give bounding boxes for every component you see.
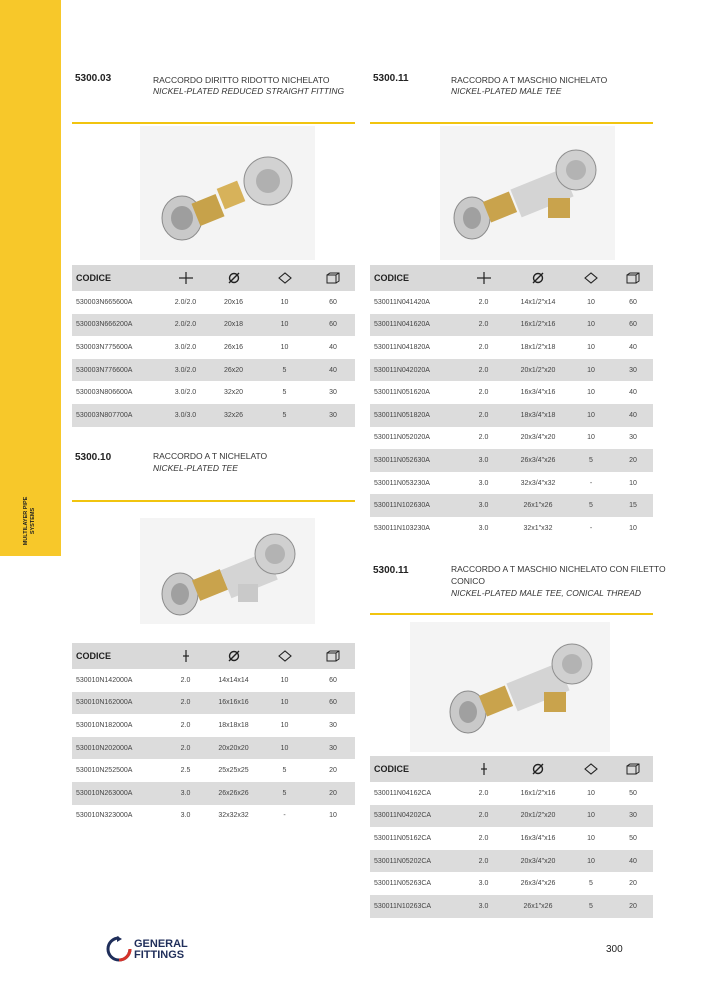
table-row: [370, 404, 653, 427]
table-row: [72, 782, 355, 805]
cell-package: -: [589, 524, 593, 532]
spec-table-5300-11-conical: [370, 756, 653, 918]
table-row: [370, 449, 653, 472]
table-row: [370, 381, 653, 404]
cell-package: 5: [569, 494, 613, 517]
section-title-en: NICKEL-PLATED REDUCED STRAIGHT FITTING: [153, 86, 345, 96]
cell-box: 40: [311, 359, 355, 382]
cell-size: 20x1/2"x20: [507, 805, 569, 828]
cell-box: 40: [629, 343, 637, 351]
cell-box: 30: [329, 721, 337, 729]
table-row: [72, 714, 355, 737]
cell-thickness: 2.0: [180, 721, 191, 729]
table-row: [370, 427, 653, 450]
header-codice: CODICE: [72, 265, 162, 291]
cell-code: 530003N776600A: [72, 359, 162, 382]
table-row: [72, 759, 355, 782]
cell-code: 530011N041620A: [370, 314, 460, 337]
cell-box: 60: [629, 298, 637, 306]
cell-package: 10: [258, 737, 311, 760]
cell-box: 40: [629, 389, 637, 397]
cell-box: 10: [629, 479, 637, 487]
cell-thickness: 2.0: [460, 404, 507, 427]
cell-thickness: 2.0: [478, 834, 489, 842]
cell-size: 20x20x20: [209, 737, 258, 760]
table-row: [370, 494, 653, 517]
package-icon: [258, 643, 311, 669]
cell-size: 16x1/2"x16: [520, 789, 556, 797]
cell-box: 40: [613, 404, 653, 427]
cell-code: 530010N202000A: [72, 737, 162, 760]
cell-code: 530011N05202CA: [370, 850, 460, 873]
cell-box: 10: [629, 524, 637, 532]
package-icon: [258, 265, 311, 291]
table-row: [370, 850, 653, 873]
cell-thickness: 2.0/2.0: [174, 298, 197, 306]
sidebar-label: MULTILAYER PIPE SYSTEMS: [23, 496, 36, 546]
cell-package: 10: [569, 850, 613, 873]
cell-code: 530011N051620A: [374, 389, 430, 397]
cell-thickness: 3.0: [460, 449, 507, 472]
cell-code: 530011N041420A: [374, 298, 430, 306]
cell-size: 25x25x25: [218, 767, 249, 775]
section-code: 5300.11: [373, 73, 409, 84]
cell-package: 10: [280, 676, 289, 684]
spec-table-5300-11: [370, 265, 653, 540]
cell-code: 530011N051820A: [370, 404, 460, 427]
header-codice: CODICE: [370, 756, 460, 782]
cell-package: -: [283, 812, 286, 820]
cell-size: 26x1"x26: [507, 895, 569, 918]
cell-box: 30: [329, 389, 337, 397]
cell-box: 20: [329, 767, 337, 775]
cell-box: 50: [629, 834, 637, 842]
cell-thickness: 3.0: [478, 479, 489, 487]
product-photo-male-tee: [440, 126, 615, 260]
cell-code: 530011N05263CA: [374, 880, 432, 888]
diameter-icon: [507, 756, 569, 782]
cell-package: 5: [258, 782, 311, 805]
cell-size: 26x1"x26: [507, 494, 569, 517]
section-title-it-line1: RACCORDO A T MASCHIO NICHELATO CON FILETTO: [451, 564, 666, 574]
cell-package: 5: [282, 389, 287, 397]
cell-thickness: 2.0: [460, 359, 507, 382]
spec-table-5300-03: [72, 265, 355, 427]
cell-package: 5: [258, 404, 311, 427]
section-rule: [370, 613, 653, 615]
cell-code: 530011N041820A: [374, 343, 430, 351]
cell-size: 32x26: [209, 404, 258, 427]
cell-size: 14x1/2"x14: [520, 298, 556, 306]
cell-package: 5: [569, 895, 613, 918]
cell-size: 20x18: [209, 314, 258, 337]
table-row: [370, 517, 653, 540]
cell-size: 18x1/2"x18: [520, 343, 556, 351]
table-row: [370, 314, 653, 337]
section-title-en: NICKEL-PLATED MALE TEE, CONICAL THREAD: [451, 588, 642, 598]
table-row: [72, 737, 355, 760]
cell-package: 10: [258, 692, 311, 715]
cell-box: 60: [311, 692, 355, 715]
cell-size: 20x1/2"x20: [507, 359, 569, 382]
cell-size: 16x16x16: [209, 692, 258, 715]
cell-thickness: 2.5: [180, 767, 191, 775]
page-number: 300: [606, 944, 623, 955]
cell-package: 10: [587, 343, 595, 351]
cell-box: 30: [311, 737, 355, 760]
cell-code: 530011N04162CA: [374, 789, 432, 797]
section-title-en: NICKEL-PLATED MALE TEE: [451, 86, 562, 96]
cell-package: 10: [569, 359, 613, 382]
table-row: [72, 381, 355, 404]
cell-package: 5: [258, 359, 311, 382]
cell-thickness: 3.0: [460, 494, 507, 517]
diameter-icon: [507, 265, 569, 291]
cell-size: 18x18x18: [218, 721, 249, 729]
header-codice: CODICE: [370, 265, 460, 291]
cell-box: 30: [311, 404, 355, 427]
cell-code: 530011N04202CA: [370, 805, 460, 828]
table-row: [370, 291, 653, 314]
section-title-en: NICKEL-PLATED TEE: [153, 463, 238, 473]
cell-size: 26x3/4"x26: [507, 449, 569, 472]
diameter-icon: [209, 265, 258, 291]
thickness-icon: [162, 265, 209, 291]
section-code: 5300.10: [75, 452, 112, 463]
cell-thickness: 2.0: [478, 298, 489, 306]
cell-box: 30: [629, 434, 637, 442]
cell-thickness: 3.0/2.0: [174, 389, 197, 397]
cell-size: 26x20: [209, 359, 258, 382]
cell-code: 530010N182000A: [76, 721, 133, 729]
table-row: [72, 291, 355, 314]
box-icon: [613, 756, 653, 782]
cell-box: 30: [613, 805, 653, 828]
cell-thickness: 2.0: [180, 676, 191, 684]
cell-box: 15: [613, 494, 653, 517]
cell-thickness: 3.0: [180, 812, 191, 820]
cell-code: 530010N142000A: [76, 676, 133, 684]
cell-size: 26x16: [223, 343, 244, 351]
cell-thickness: 2.0: [460, 805, 507, 828]
cell-thickness: 2.0: [478, 343, 489, 351]
table-row: [72, 404, 355, 427]
general-fittings-logo: GENERAL FITTINGS: [106, 936, 206, 966]
cell-package: 10: [569, 404, 613, 427]
cell-box: 20: [311, 782, 355, 805]
cell-box: 30: [613, 359, 653, 382]
cell-package: 10: [587, 389, 595, 397]
thickness-icon: [460, 265, 507, 291]
product-photo-tee: [140, 518, 315, 624]
sidebar-band: [0, 0, 61, 556]
box-icon: [311, 265, 355, 291]
cell-code: 530003N666200A: [72, 314, 162, 337]
section-code: 5300.11: [373, 565, 409, 576]
cell-package: 10: [569, 314, 613, 337]
cell-size: 32x3/4"x32: [520, 479, 556, 487]
cell-size: 16x3/4"x16: [520, 389, 556, 397]
cell-code: 530011N10263CA: [370, 895, 460, 918]
cell-package: 10: [280, 721, 289, 729]
package-icon: [569, 756, 613, 782]
cell-thickness: 3.0/2.0: [162, 359, 209, 382]
section-title-it: RACCORDO A T NICHELATO: [153, 451, 268, 461]
logo-mark-icon: [106, 936, 132, 962]
table-row: [72, 359, 355, 382]
cell-thickness: 2.0: [162, 737, 209, 760]
cell-size: 14x14x14: [218, 676, 249, 684]
cell-package: 10: [587, 298, 595, 306]
cell-package: -: [589, 479, 593, 487]
cell-size: 16x1/2"x16: [507, 314, 569, 337]
cell-code: 530003N665600A: [76, 298, 133, 306]
cell-size: 20x16: [223, 298, 244, 306]
cell-box: 20: [629, 880, 637, 888]
cell-code: 530011N102630A: [370, 494, 460, 517]
section-rule: [72, 122, 355, 124]
table-row: [370, 895, 653, 918]
cell-thickness: 3.0: [162, 782, 209, 805]
section-title-it: RACCORDO DIRITTO RIDOTTO NICHELATO: [153, 75, 330, 85]
cell-size: 32x32x32: [218, 812, 249, 820]
spec-table-5300-10: [72, 643, 355, 827]
cell-package: 10: [587, 834, 595, 842]
cell-box: 20: [613, 895, 653, 918]
cell-code: 530011N052630A: [370, 449, 460, 472]
section-rule: [72, 500, 355, 502]
cell-package: 10: [280, 343, 289, 351]
cell-thickness: 2.0: [478, 434, 489, 442]
cell-thickness: 2.0: [478, 789, 489, 797]
cell-code: 530003N807700A: [72, 404, 162, 427]
cell-code: 530010N252500A: [76, 767, 133, 775]
box-icon: [613, 265, 653, 291]
cell-size: 20x3/4"x20: [507, 850, 569, 873]
cell-thickness: 3.0/3.0: [162, 404, 209, 427]
cell-thickness: 2.0/2.0: [162, 314, 209, 337]
cell-box: 60: [613, 314, 653, 337]
table-row: [72, 692, 355, 715]
cell-package: 10: [587, 789, 595, 797]
cell-thickness: 2.0: [478, 389, 489, 397]
cell-package: 5: [589, 880, 593, 888]
cell-thickness: 3.0: [478, 880, 489, 888]
cell-box: 60: [329, 298, 337, 306]
cell-size: 32x20: [223, 389, 244, 397]
table-row: [370, 336, 653, 359]
table-row: [72, 336, 355, 359]
cell-thickness: 3.0: [478, 524, 489, 532]
cell-code: 530011N05162CA: [374, 834, 432, 842]
section-rule: [370, 122, 653, 124]
thickness-icon: [162, 643, 209, 669]
cell-box: 60: [329, 676, 337, 684]
cell-thickness: 3.0/2.0: [174, 343, 197, 351]
cell-package: 10: [569, 805, 613, 828]
section-title-it-line2: CONICO: [451, 576, 485, 586]
cell-size: 18x3/4"x18: [507, 404, 569, 427]
cell-code: 530010N162000A: [72, 692, 162, 715]
cell-size: 26x26x26: [209, 782, 258, 805]
cell-box: 60: [311, 314, 355, 337]
package-icon: [569, 265, 613, 291]
table-row: [370, 472, 653, 495]
table-row: [72, 805, 355, 828]
cell-code: 530011N052020A: [374, 434, 430, 442]
cell-box: 50: [629, 789, 637, 797]
table-row: [72, 314, 355, 337]
cell-code: 530011N053230A: [374, 479, 430, 487]
header-codice: CODICE: [72, 643, 162, 669]
cell-box: 10: [329, 812, 337, 820]
cell-thickness: 3.0: [460, 895, 507, 918]
thickness-icon: [460, 756, 507, 782]
cell-size: 20x3/4"x20: [520, 434, 556, 442]
cell-size: 32x1"x32: [523, 524, 553, 532]
cell-box: 40: [329, 343, 337, 351]
cell-package: 5: [282, 767, 287, 775]
diameter-icon: [209, 643, 258, 669]
table-row: [370, 805, 653, 828]
cell-package: 10: [258, 314, 311, 337]
cell-code: 530003N775600A: [76, 343, 133, 351]
cell-size: 26x3/4"x26: [520, 880, 556, 888]
cell-box: 40: [613, 850, 653, 873]
cell-size: 16x3/4"x16: [520, 834, 556, 842]
table-row: [370, 359, 653, 382]
cell-package: 10: [280, 298, 289, 306]
cell-package: 5: [569, 449, 613, 472]
cell-code: 530010N263000A: [72, 782, 162, 805]
cell-code: 530011N103230A: [374, 524, 430, 532]
cell-thickness: 2.0: [162, 692, 209, 715]
cell-code: 530011N042020A: [370, 359, 460, 382]
table-row: [370, 782, 653, 805]
table-row: [72, 669, 355, 692]
product-photo-reduced-straight: [140, 126, 315, 260]
cell-thickness: 2.0: [460, 850, 507, 873]
product-photo-conical-tee: [410, 622, 610, 752]
section-code: 5300.03: [75, 73, 112, 84]
section-title-it: RACCORDO A T MASCHIO NICHELATO: [451, 75, 608, 85]
table-row: [370, 827, 653, 850]
cell-code: 530003N806600A: [76, 389, 133, 397]
cell-package: 10: [587, 434, 595, 442]
box-icon: [311, 643, 355, 669]
table-row: [370, 872, 653, 895]
cell-box: 20: [613, 449, 653, 472]
cell-code: 530010N323000A: [76, 812, 133, 820]
cell-thickness: 2.0: [460, 314, 507, 337]
